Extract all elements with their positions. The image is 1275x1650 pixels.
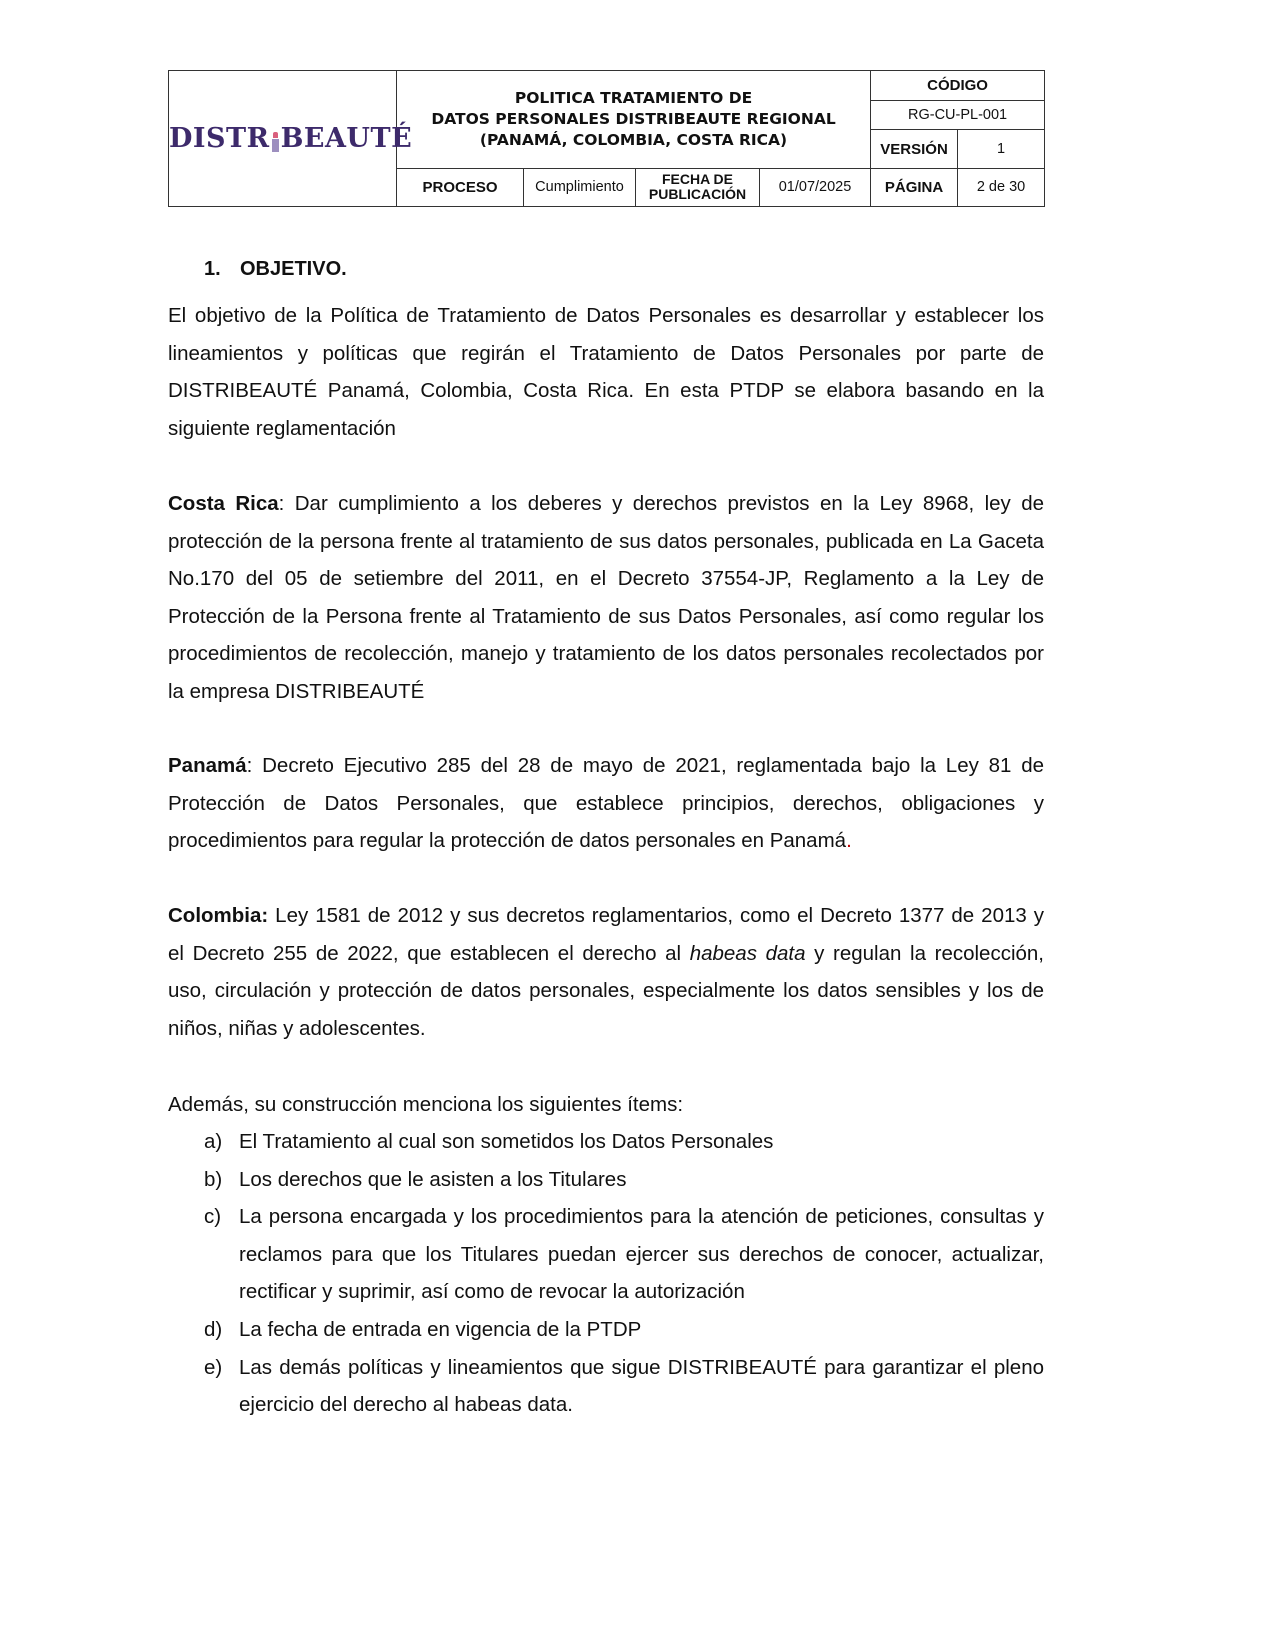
title-line: (PANAMÁ, COLOMBIA, COSTA RICA) [479,130,788,149]
version-value: 1 [958,130,1045,168]
panama-text: : Decreto Ejecutivo 285 del 28 de mayo de 2021, reglamentada bajo la Ley 81 de Protección de Datos Personales, que establece principios, derechos, obligaciones y procedimientos para regular la protección de datos personales en Panamá [168,754,1044,853]
list-marker: c) [204,1205,222,1229]
logo-cell [169,71,413,207]
document-title [397,88,870,151]
costa-rica-label: Costa Rica [168,492,279,515]
list-item [168,1349,1044,1424]
colombia-label: Colombia: [168,904,269,927]
list-item-text: La persona encargada y los procedimientos para la atención de peticiones, consultas y reclamos para que los Titulares puedan ejercer sus derechos de conocer, actualizar, rectificar y suprimir, así como de revocar la autorización [239,1205,1044,1304]
list-item [168,1161,1044,1199]
panama-end-period: . [846,829,852,853]
colombia-text: Ley 1581 de 2012 y sus decretos reglamentarios, como el Decreto 1377 de 2013 y el Decreto 255 de 2022, que establecen el derecho al [168,904,1044,965]
fecha-publicacion-label [636,168,760,206]
pagina-label: PÁGINA [871,168,958,206]
codigo-value: RG-CU-PL-001 [871,101,1045,130]
section-heading [204,258,347,281]
costa-rica-paragraph [168,485,1044,711]
colombia-text: y regulan la recolección, uso, circulación y protección de datos personales, especialmente los datos sensibles y los de niños, niñas y adolescentes. [168,941,1044,1040]
items-intro: Además, su construcción menciona los siguientes ítems: [168,1093,684,1116]
habeas-data-term: habeas data [689,941,806,965]
list-marker: b) [204,1167,223,1191]
version-label: VERSIÓN [871,130,958,168]
costa-rica-text: : Dar cumplimiento a los deberes y derechos previstos en la Ley 8968, ley de protección de la persona frente al tratamiento de sus datos personales, publicada en La Gaceta No.170 del 05 de setiembre del 2011, en el Decreto 37554-JP, Reglamento a la Ley de Protección de la Persona frente al Tratamiento de sus Datos Personales, así como regular los procedimientos de recolección, manejo y tratamiento de los datos personales recolectados por la empresa DISTRIBEAUTÉ [168,492,1044,703]
panama-label: Panamá [168,754,247,777]
codigo-label: CÓDIGO [871,71,1045,101]
list-marker: e) [204,1355,223,1379]
panama-paragraph [168,747,1044,860]
title-line: POLITICA TRATAMIENTO DE [514,88,753,107]
section-number: 1. [204,258,221,280]
lipstick-icon [272,132,279,152]
title-line: DATOS PERSONALES DISTRIBEAUTE REGIONAL [431,109,836,128]
logo-text-start: DISTR [169,123,270,154]
proceso-value: Cumplimiento [524,168,636,206]
list-item [168,1198,1044,1311]
fecha-publicacion-value: 01/07/2025 [760,168,871,206]
logo-text-end: BEAUTÉ [280,123,413,154]
list-item [168,1123,1044,1161]
list-item-text: La fecha de entrada en vigencia de la PTDP [239,1317,642,1341]
list-item-text: Los derechos que le asisten a los Titulares [239,1167,627,1191]
pagina-value: 2 de 30 [958,168,1045,206]
list-item-text: Las demás políticas y lineamientos que sigue DISTRIBEAUTÉ para garantizar el pleno ejercicio del derecho al habeas data. [239,1355,1044,1417]
colombia-paragraph [168,897,1044,1047]
fecha-label-line: FECHA DE [661,171,734,188]
document-header-table [168,70,1045,207]
section-title: OBJETIVO. [240,258,347,280]
list-marker: d) [204,1317,223,1341]
list-item-text: El Tratamiento al cual son sometidos los Datos Personales [239,1130,774,1153]
list-marker: a) [204,1130,223,1153]
document-title-cell [397,71,871,169]
company-logo [169,123,412,154]
list-item [168,1311,1044,1349]
intro-paragraph: El objetivo de la Política de Tratamiento de Datos Personales es desarrollar y establecer los lineamientos y políticas que regirán el Tratamiento de Datos Personales por parte de DISTRIBEAUTÉ Panamá, Colombia, Costa Rica. En esta PTDP se elabora basando en la siguiente reglamentación [168,304,1044,440]
items-list [168,1123,1044,1424]
fecha-label-line: PUBLICACIÓN [648,186,747,203]
proceso-label: PROCESO [397,168,524,206]
